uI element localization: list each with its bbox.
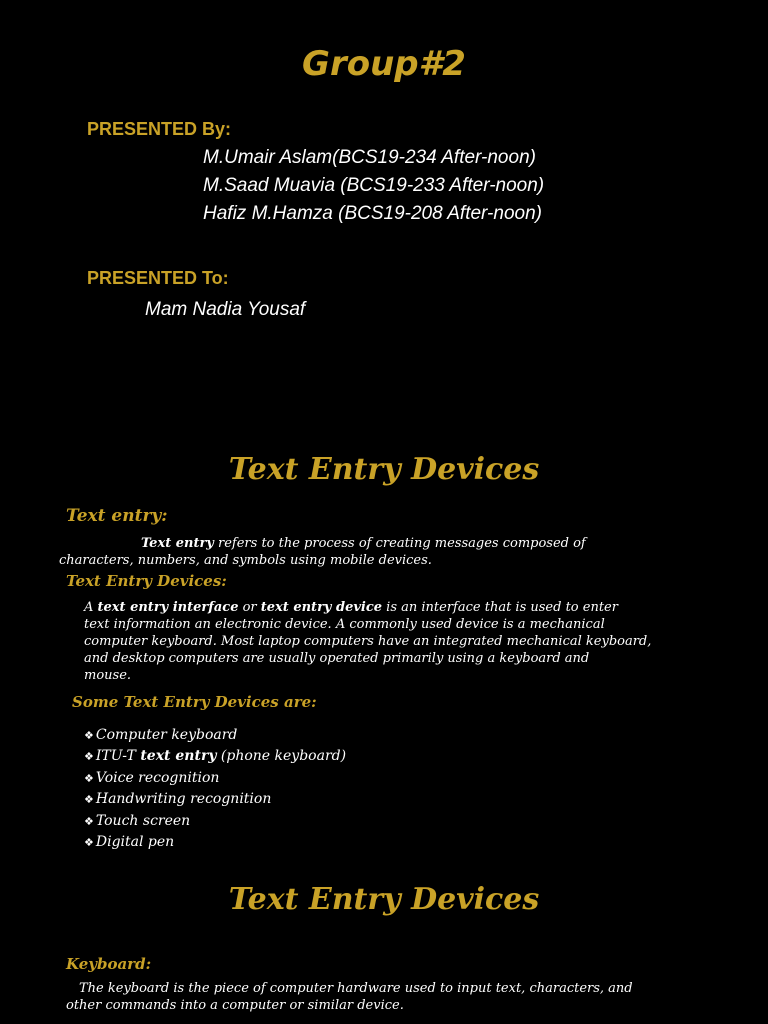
para-text: A bbox=[84, 600, 98, 615]
presenter-name: Hafiz M.Hamza (BCS19-208 After-noon) bbox=[203, 203, 542, 224]
slide-keyboard bbox=[0, 862, 768, 1024]
devices-list bbox=[84, 725, 346, 853]
some-devices-heading: Some Text Entry Devices are: bbox=[72, 693, 317, 711]
slide-title: Text Entry Devices bbox=[228, 452, 540, 487]
list-item-text: Touch screen bbox=[95, 812, 191, 829]
list-item-text: Handwriting recognition bbox=[95, 791, 272, 808]
diamond-bullet-icon: ❖ bbox=[84, 750, 94, 764]
para-line: computer keyboard. Most laptop computers have an integrated mechanical keyboard, bbox=[84, 634, 652, 649]
term-text-entry-interface: text entry interface bbox=[97, 600, 239, 615]
list-item-text: ITU-T bbox=[95, 748, 141, 765]
presenter-name: M.Umair Aslam(BCS19-234 After-noon) bbox=[203, 147, 536, 168]
text-entry-term: Text entry bbox=[141, 536, 214, 551]
para-line: text information an electronic device. A commonly used device is a mechanical bbox=[84, 617, 605, 632]
text-entry-line: characters, numbers, and symbols using mobile devices. bbox=[59, 553, 432, 568]
devices-paragraph bbox=[84, 599, 724, 684]
para-text: or bbox=[238, 600, 261, 615]
term-text-entry-device: text entry device bbox=[260, 600, 383, 615]
diamond-bullet-icon: ❖ bbox=[84, 771, 94, 785]
para-text: is an interface that is used to enter bbox=[382, 600, 618, 615]
list-item-term: text entry bbox=[140, 748, 217, 765]
para-line: other commands into a computer or similar device. bbox=[66, 998, 404, 1013]
list-item bbox=[84, 811, 346, 832]
devices-heading: Text Entry Devices: bbox=[66, 572, 227, 590]
list-item bbox=[84, 746, 346, 767]
presented-to-label: PRESENTED To: bbox=[87, 268, 229, 288]
list-item bbox=[84, 725, 346, 746]
presenter-name: M.Saad Muavia (BCS19-233 After-noon) bbox=[203, 175, 545, 196]
list-item-text: (phone keyboard) bbox=[216, 748, 347, 765]
diamond-bullet-icon: ❖ bbox=[84, 729, 94, 742]
list-item-text: Computer keyboard bbox=[95, 727, 238, 743]
slide-title: Group#2 bbox=[302, 44, 466, 84]
text-entry-rest: refers to the process of creating messages composed of bbox=[213, 536, 586, 551]
para-line: The keyboard is the piece of computer hardware used to input text, characters, and bbox=[79, 981, 633, 996]
diamond-bullet-icon: ❖ bbox=[84, 793, 94, 807]
para-line: mouse. bbox=[84, 668, 132, 683]
slide-title-page bbox=[0, 0, 768, 420]
list-item-text: Digital pen bbox=[95, 834, 175, 851]
diamond-bullet-icon: ❖ bbox=[84, 836, 94, 850]
presenters-list bbox=[203, 144, 544, 228]
text-entry-definition bbox=[59, 535, 699, 569]
diamond-bullet-icon: ❖ bbox=[84, 814, 94, 828]
keyboard-heading: Keyboard: bbox=[66, 955, 152, 973]
presented-to-name: Mam Nadia Yousaf bbox=[145, 299, 306, 320]
list-item bbox=[84, 832, 346, 853]
slide-title: Text Entry Devices bbox=[228, 882, 540, 917]
list-item bbox=[84, 789, 346, 810]
list-item-text: Voice recognition bbox=[95, 769, 220, 786]
text-entry-heading: Text entry: bbox=[66, 506, 168, 526]
list-item bbox=[84, 768, 346, 789]
slide-text-entry-devices bbox=[0, 432, 768, 862]
keyboard-description bbox=[66, 980, 726, 1014]
para-line: and desktop computers are usually operated primarily using a keyboard and bbox=[84, 651, 590, 666]
presented-by-label: PRESENTED By: bbox=[87, 119, 232, 139]
